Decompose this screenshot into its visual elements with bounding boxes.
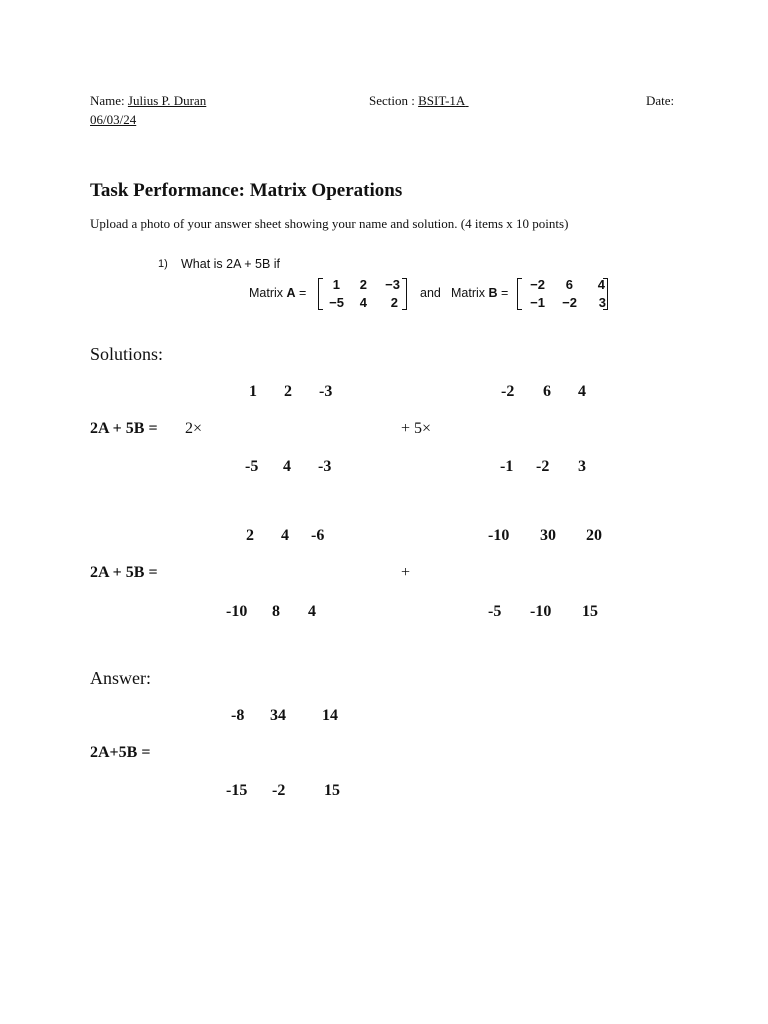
- step2-a-row1-cell: 2: [246, 527, 254, 544]
- matrix-b-cell: 4: [597, 277, 605, 292]
- matrix-a-cell: 2: [359, 277, 367, 292]
- step1-lhs: 2A + 5B =: [90, 420, 158, 437]
- answer-heading: Answer:: [90, 668, 151, 688]
- answer-row1-cell: -8: [231, 707, 245, 724]
- instructions: Upload a photo of your answer sheet showing your name and solution. (4 items x 10 points): [90, 216, 569, 231]
- matrix-a-cell: −5: [329, 295, 344, 310]
- name-value: Julius P. Duran: [127, 93, 207, 108]
- step1-scalar-b: + 5×: [401, 420, 432, 437]
- matrix-b-cell: 6: [565, 277, 573, 292]
- solutions-heading: Solutions:: [90, 344, 164, 364]
- step1-a-row1-cell: 2: [284, 383, 292, 400]
- page-title: Task Performance: Matrix Operations: [90, 180, 403, 201]
- step1-b-row1-cell: 4: [578, 383, 586, 400]
- step1-b-row2-cell: 3: [578, 458, 586, 475]
- matrix-b-left-bracket: [517, 278, 522, 310]
- answer-lhs: 2A+5B =: [90, 744, 151, 761]
- step2-b-row2-cell: -10: [530, 603, 552, 620]
- step1-b-row1-cell: 6: [543, 383, 551, 400]
- matrix-b-label: Matrix B =: [451, 286, 509, 300]
- matrix-a-right-bracket: [402, 278, 407, 310]
- step2-lhs: 2A + 5B =: [90, 564, 158, 581]
- date-value: 06/03/24: [90, 112, 137, 127]
- matrix-a-label: Matrix A =: [249, 286, 307, 300]
- step2-a-row2-cell: 4: [308, 603, 316, 620]
- matrix-a-cell: 1: [332, 277, 340, 292]
- matrix-b-cell: −2: [530, 277, 545, 292]
- step1-scalar-a: 2×: [185, 420, 203, 437]
- section-label: Section :: [369, 93, 415, 108]
- step1-a-row2-cell: -5: [245, 458, 259, 475]
- step2-b-row1-cell: 30: [540, 527, 556, 544]
- step2-b-row1-cell: 20: [586, 527, 602, 544]
- step2-a-row1-cell: 4: [281, 527, 289, 544]
- answer-row1-cell: 14: [322, 707, 338, 724]
- matrix-b-right-bracket: [603, 278, 608, 310]
- step1-a-row1-cell: 1: [249, 383, 257, 400]
- section-field: [369, 93, 469, 109]
- step2-b-row2-cell: -5: [488, 603, 502, 620]
- matrix-b-cell: 3: [598, 295, 606, 310]
- answer-row2-cell: -15: [226, 782, 248, 799]
- step1-b-row1-cell: -2: [501, 383, 515, 400]
- answer-row1-cell: 34: [270, 707, 286, 724]
- step1-b-row2-cell: -2: [536, 458, 550, 475]
- name-label: Name:: [90, 93, 125, 108]
- step2-a-row2-cell: -10: [226, 603, 248, 620]
- date-label: Date:: [646, 93, 675, 108]
- matrix-b-cell: −2: [562, 295, 577, 310]
- answer-row2-cell: -2: [272, 782, 286, 799]
- step2-a-row1-cell: -6: [311, 527, 325, 544]
- name-field: [90, 93, 206, 109]
- step2-b-row2-cell: 15: [582, 603, 598, 620]
- matrix-a-cell: 4: [359, 295, 367, 310]
- matrix-b-cell: −1: [530, 295, 545, 310]
- question-number: 1): [158, 258, 168, 270]
- step1-b-row2-cell: -1: [500, 458, 514, 475]
- matrix-a-cell: 2: [390, 295, 398, 310]
- question-text: What is 2A + 5B if: [181, 257, 281, 271]
- step1-a-row2-cell: -3: [318, 458, 332, 475]
- section-value: BSIT-1A: [418, 93, 466, 108]
- step1-a-row1-cell: -3: [319, 383, 333, 400]
- step2-b-row1-cell: -10: [488, 527, 510, 544]
- step2-a-row2-cell: 8: [272, 603, 280, 620]
- step1-a-row2-cell: 4: [283, 458, 291, 475]
- and-label: and: [420, 286, 441, 300]
- step2-plus: +: [401, 564, 411, 581]
- matrix-a-cell: −3: [385, 277, 400, 292]
- answer-row2-cell: 15: [324, 782, 340, 799]
